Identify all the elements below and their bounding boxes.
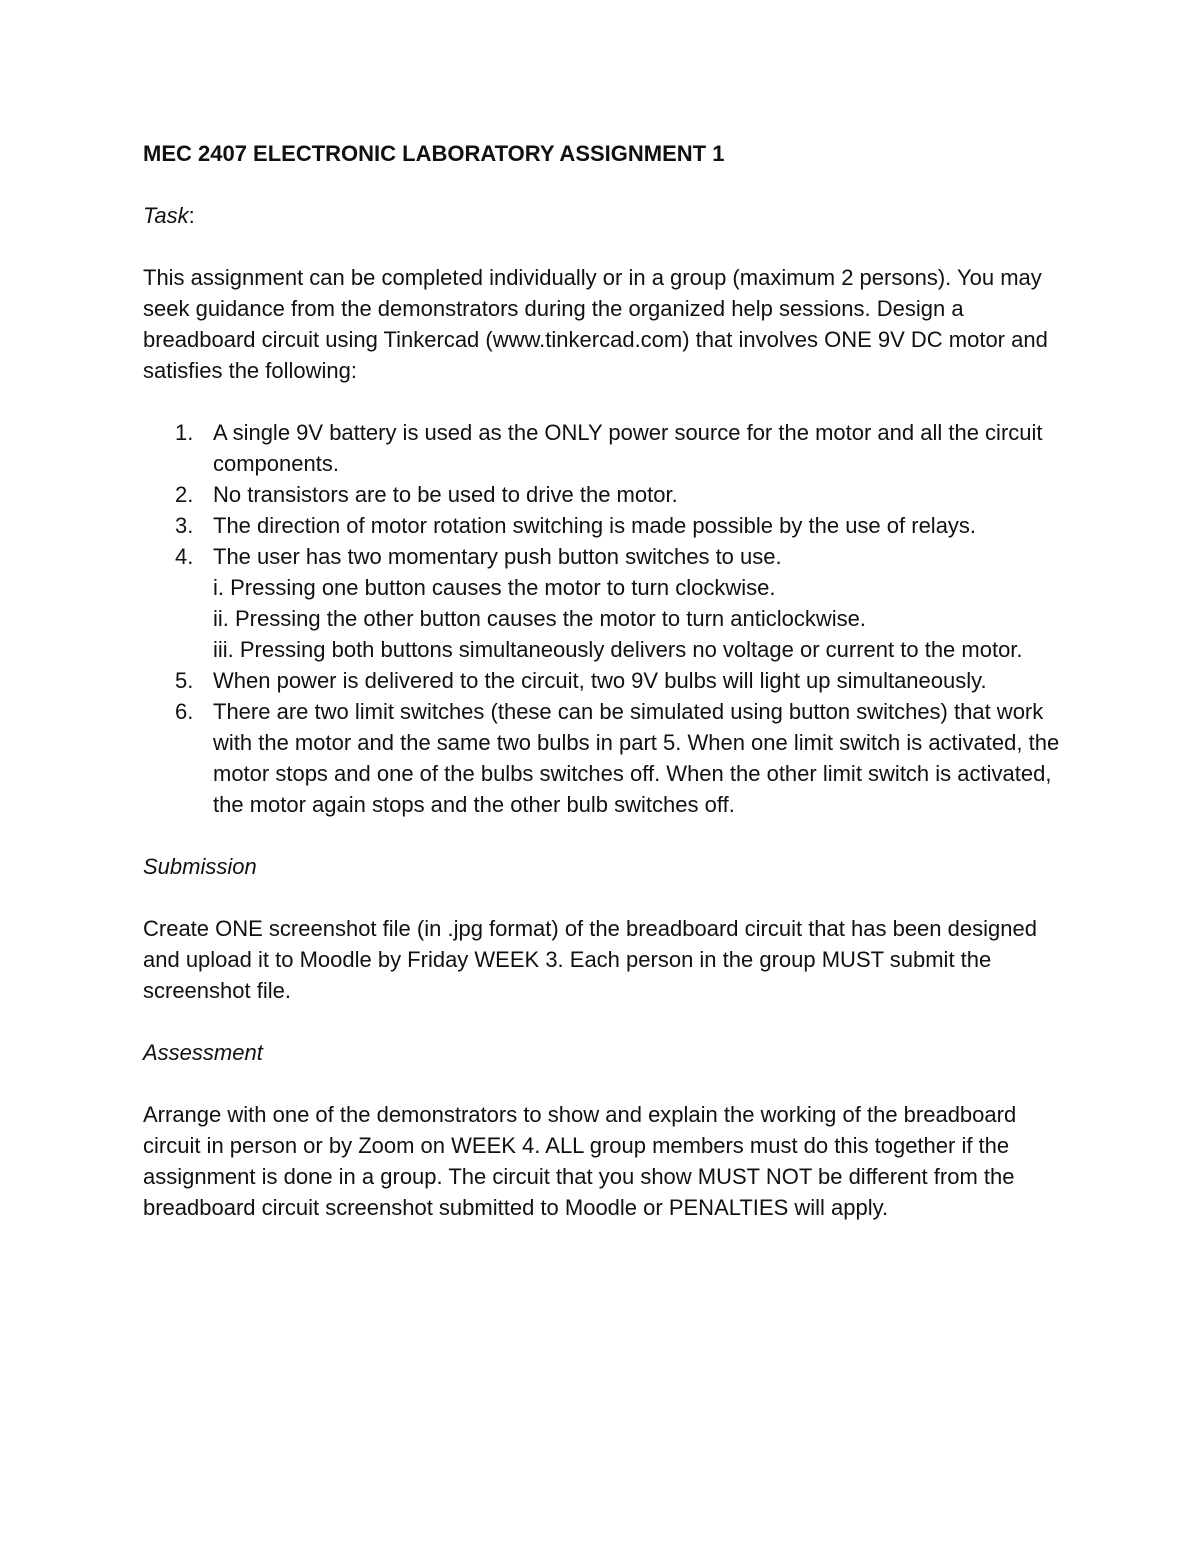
requirement-text: No transistors are to be used to drive the motor. [213, 482, 678, 507]
requirement-number: 6. [175, 699, 194, 724]
requirement-2 [143, 479, 1073, 510]
requirement-number: 3. [175, 513, 194, 538]
task-intro: This assignment can be completed individually or in a group (maximum 2 persons). You may seek guidance from the demonstrators during the organized help sessions. Design a breadboard circuit using Tinkercad (www.tinkercad.com) that involves ONE 9V DC motor and satisfies the following: [143, 265, 1048, 383]
requirement-text: There are two limit switches (these can be simulated using button switches) that work with the motor and the same two bulbs in part 5. When one limit switch is activated, the motor stops and one of the bulbs switches off. When the other limit switch is activated, the motor again stops and the other bulb switches off. [213, 699, 1060, 817]
requirement-number: 1. [175, 420, 194, 445]
requirement-number: 5. [175, 668, 194, 693]
requirement-6 [143, 696, 1073, 820]
requirement-text: The user has two momentary push button switches to use. [213, 544, 782, 569]
document-page [143, 138, 1073, 1223]
task-heading [143, 200, 1073, 231]
task-heading-colon: : [188, 203, 195, 228]
submission-heading: Submission [143, 854, 257, 879]
assessment-heading: Assessment [143, 1040, 263, 1065]
requirement-5 [143, 665, 1073, 696]
requirement-4-sub-ii: ii. Pressing the other button causes the motor to turn anticlockwise. [213, 606, 866, 631]
requirement-4 [143, 541, 1073, 665]
requirement-text: The direction of motor rotation switching is made possible by the use of relays. [213, 513, 977, 538]
requirement-text: When power is delivered to the circuit, two 9V bulbs will light up simultaneously. [213, 668, 987, 693]
requirement-3 [143, 510, 1073, 541]
document-title: MEC 2407 ELECTRONIC LABORATORY ASSIGNMENT 1 [143, 141, 725, 166]
requirement-text: A single 9V battery is used as the ONLY power source for the motor and all the circuit components. [213, 420, 1043, 476]
requirement-number: 2. [175, 482, 194, 507]
requirements-list [143, 417, 1073, 820]
submission-text: Create ONE screenshot file (in .jpg format) of the breadboard circuit that has been designed and upload it to Moodle by Friday WEEK 3. Each person in the group MUST submit the screenshot file. [143, 916, 1037, 1003]
assessment-text: Arrange with one of the demonstrators to show and explain the working of the breadboard circuit in person or by Zoom on WEEK 4. ALL group members must do this together if the assignment is done in a group. The circuit that you show MUST NOT be different from the breadboard circuit screenshot submitted to Moodle or PENALTIES will apply. [143, 1102, 1017, 1220]
task-heading-label: Task [143, 203, 189, 228]
requirement-number: 4. [175, 544, 194, 569]
requirement-1 [143, 417, 1073, 479]
requirement-4-sub-iii: iii. Pressing both buttons simultaneously delivers no voltage or current to the motor. [213, 637, 1023, 662]
requirement-4-sub-i: i. Pressing one button causes the motor to turn clockwise. [213, 575, 776, 600]
